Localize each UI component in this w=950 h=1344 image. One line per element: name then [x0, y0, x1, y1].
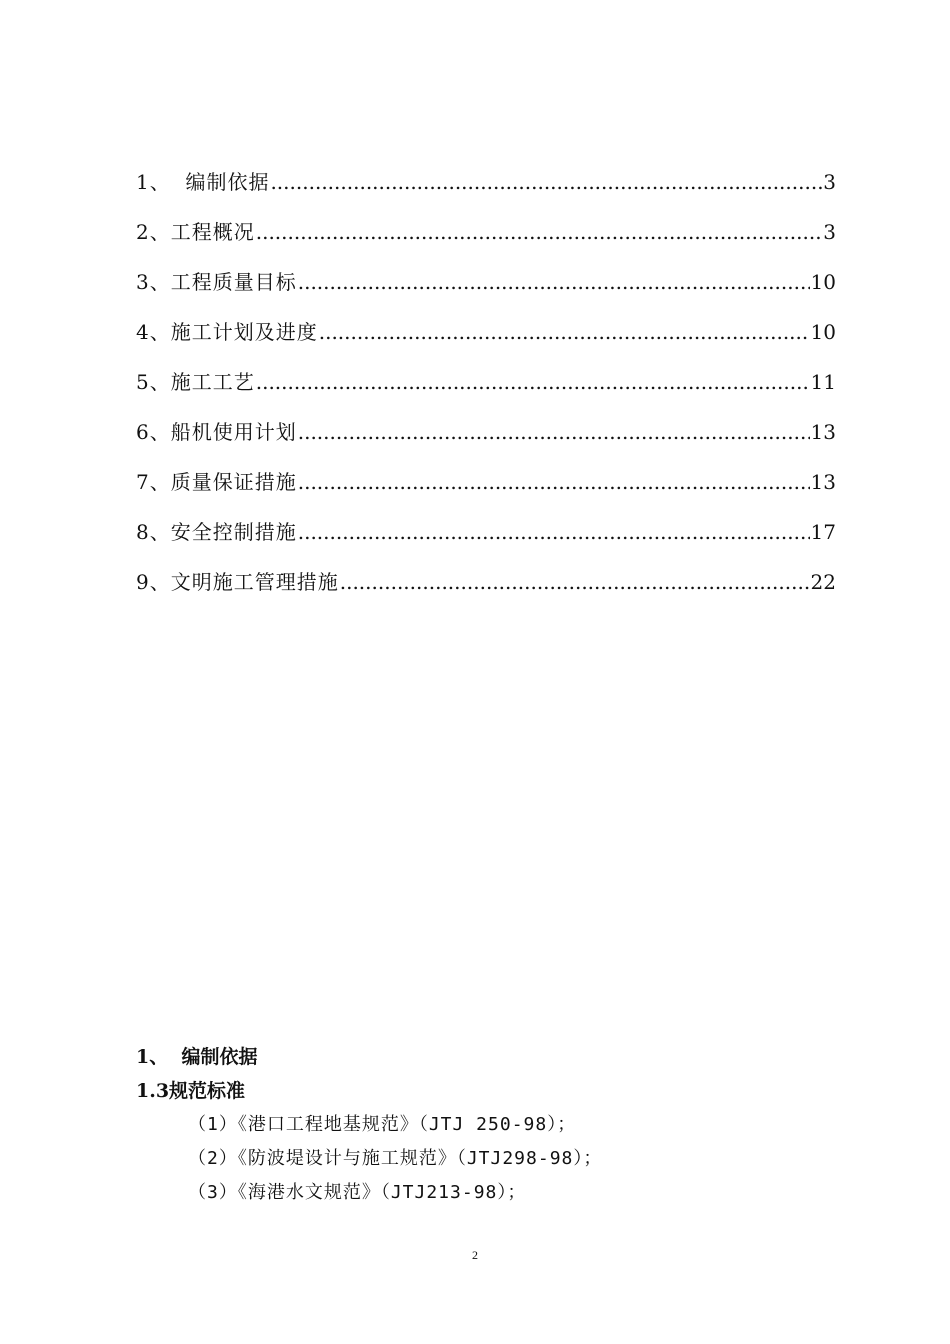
- toc-dot-leader: [298, 470, 810, 494]
- toc-entry-number: 5、: [136, 370, 171, 394]
- toc-entry-page: 10: [810, 320, 836, 344]
- section-heading-number: 1、: [136, 1046, 182, 1068]
- toc-entry[interactable]: [136, 466, 836, 516]
- reference-item: （2）《防波堤设计与施工规范》（JTJ298-98）；: [188, 1148, 603, 1169]
- toc-dot-leader: [340, 570, 810, 594]
- toc-entry-title: 施工工艺: [170, 370, 255, 394]
- toc-entry-title: 船机使用计划: [170, 420, 297, 444]
- toc-dot-leader: [270, 170, 822, 194]
- toc-entry[interactable]: [136, 216, 836, 266]
- toc-entry-page: 13: [810, 420, 836, 444]
- toc-entry-title: 安全控制措施: [170, 520, 297, 544]
- toc-dot-leader: [298, 420, 810, 444]
- toc-entry-number: 4、: [136, 320, 171, 344]
- section-basis: [136, 1040, 836, 1210]
- toc-entry-title: 工程概况: [170, 220, 255, 244]
- toc-entry[interactable]: [136, 366, 836, 416]
- toc-dot-leader: [319, 320, 810, 344]
- toc-entry-number: 6、: [136, 420, 171, 444]
- toc-entry-page: 22: [810, 570, 836, 594]
- toc-entry-page: 3: [823, 220, 836, 244]
- toc-entry-title: 编制依据: [185, 170, 270, 194]
- toc-entry-title: 质量保证措施: [170, 470, 297, 494]
- toc-entry-number: 9、: [136, 570, 171, 594]
- toc-dot-leader: [298, 270, 810, 294]
- toc-entry[interactable]: [136, 266, 836, 316]
- section-heading: [136, 1040, 836, 1074]
- toc-dot-leader: [298, 520, 810, 544]
- toc-entry-number: 1、: [136, 170, 186, 194]
- toc-entry-page: 11: [810, 370, 836, 394]
- toc-entry-title: 施工计划及进度: [170, 320, 318, 344]
- page-number: 2: [472, 1248, 478, 1262]
- toc-entry[interactable]: [136, 316, 836, 366]
- toc-entry-number: 7、: [136, 470, 171, 494]
- toc-entry-page: 17: [810, 520, 836, 544]
- reference-item: （1）《港口工程地基规范》（JTJ 250-98）；: [188, 1114, 577, 1135]
- section-heading-title: 编制依据: [181, 1046, 258, 1068]
- toc-entry-number: 8、: [136, 520, 171, 544]
- table-of-contents: [136, 166, 836, 616]
- toc-entry[interactable]: [136, 166, 836, 216]
- reference-item: （3）《海港水文规范》（JTJ213-98）；: [188, 1182, 527, 1203]
- toc-entry[interactable]: [136, 416, 836, 466]
- toc-entry-number: 3、: [136, 270, 171, 294]
- toc-entry-page: 3: [823, 170, 836, 194]
- toc-entry-title: 文明施工管理措施: [170, 570, 339, 594]
- toc-entry-page: 13: [810, 470, 836, 494]
- toc-dot-leader: [256, 370, 810, 394]
- toc-dot-leader: [256, 220, 823, 244]
- toc-entry[interactable]: [136, 516, 836, 566]
- toc-entry-number: 2、: [136, 220, 171, 244]
- toc-entry-page: 10: [810, 270, 836, 294]
- subsection-heading: 1.3规范标准: [136, 1080, 246, 1102]
- toc-entry[interactable]: [136, 566, 836, 616]
- toc-entry-title: 工程质量目标: [170, 270, 297, 294]
